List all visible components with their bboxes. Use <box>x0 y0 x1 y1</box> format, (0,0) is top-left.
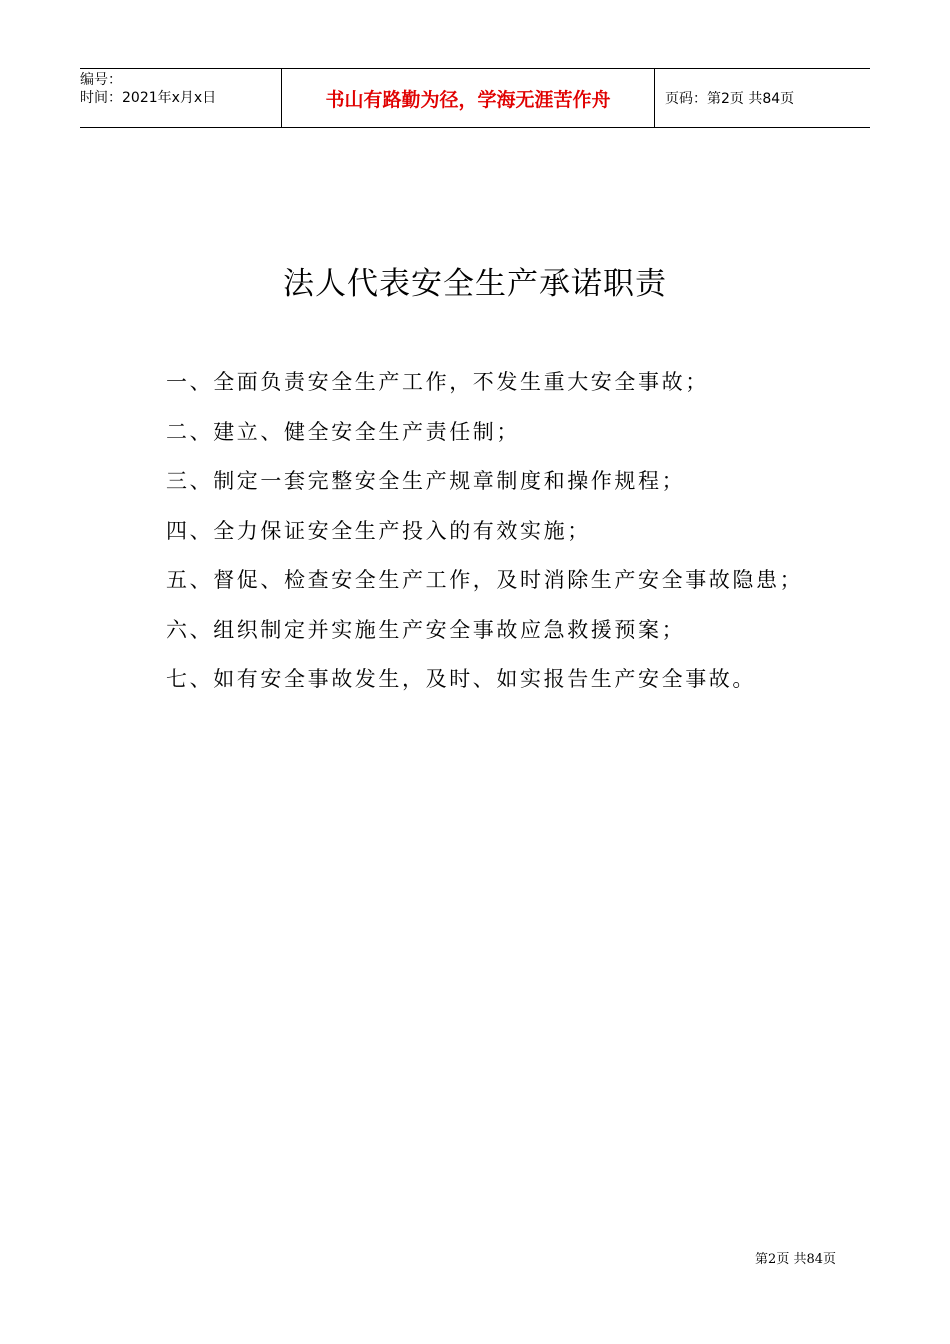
list-item: 三、制定一套完整安全生产规章制度和操作规程； <box>166 469 686 493</box>
header-motto: 书山有路勤为径，学海无涯苦作舟 <box>325 88 611 111</box>
page-footer: 第2页 共84页 <box>755 1252 836 1267</box>
responsibility-list <box>166 364 866 711</box>
header-motto-cell <box>282 69 655 127</box>
list-item: 七、如有安全事故发生，及时、如实报告生产安全事故。 <box>166 667 756 691</box>
document-title: 法人代表安全生产承诺职责 <box>283 266 667 302</box>
header-page-cell <box>655 69 870 127</box>
list-item: 四、全力保证安全生产投入的有效实施； <box>166 518 591 543</box>
list-item: 六、组织制定并实施生产安全事故应急救援预案； <box>166 617 686 642</box>
list-item: 五、督促、检查安全生产工作，及时消除生产安全事故隐患； <box>166 568 804 592</box>
page-header <box>80 68 870 128</box>
header-page-number: 页码：第2页 共84页 <box>665 91 795 107</box>
document-time-label: 时间：2021年x月x日 <box>80 90 217 106</box>
list-item: 一、全面负责安全生产工作，不发生重大安全事故； <box>166 370 709 394</box>
document-number-label: 编号： <box>80 72 122 88</box>
header-meta-cell <box>80 69 282 127</box>
list-item: 二、建立、健全安全生产责任制； <box>166 419 520 444</box>
